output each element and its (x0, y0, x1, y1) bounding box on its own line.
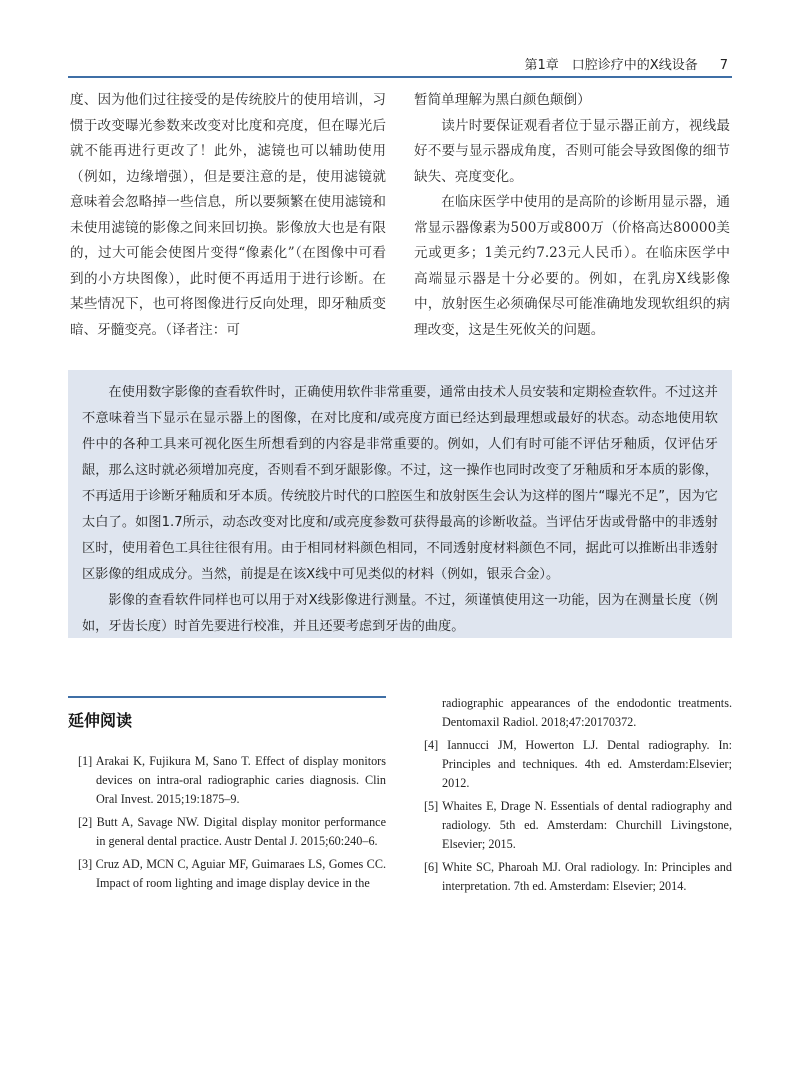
running-head (525, 54, 728, 73)
reference-list-left (78, 752, 386, 897)
reference-item-continued: radiographic appearances of the endodontic treatments. Dentomaxil Radiol. 2018;47:20170372. (442, 696, 732, 729)
callout-paragraph-software: 在使用数字影像的查看软件时，正确使用软件非常重要，通常由技术人员安装和定期检查软件。不过这并不意味着当下显示在显示器上的图像，在对比度和/或亮度方面已经达到最理想或最好的状态。动态地使用软件中的各种工具来可视化医生所想看到的内容是非常重要的。例如，人们有时可能不评估牙釉质，仅评估牙龈，那么这时就必须增加亮度，否则看不到牙龈影像。不过，这一操作也同时改变了牙釉质和牙本质的影像，不再适用于诊断牙釉质和牙本质。传统胶片时代的口腔医生和放射医生会认为这样的图片“曝光不足”，因为它太白了。如图1.7所示，动态改变对比度和/或亮度参数可获得最高的诊断收益。当评估牙齿或骨骼中的非透射区时，使用着色工具往往很有用。由于相同材料颜色相同，不同透射度材料颜色不同，据此可以推断出非透射区影像的组成成分。当然，前提是在该X线中可见类似的材料（例如，银汞合金）。 (82, 385, 718, 582)
page-header (68, 50, 732, 78)
left-column (70, 88, 386, 343)
reference-list-right (424, 694, 732, 900)
further-reading-title: 延伸阅读 (68, 696, 386, 731)
reference-item: [4] Iannucci JM, Howerton LJ. Dental radiography. In: Principles and techniques. 4th ed. Amsterdam:Elsevier; 2012. (424, 738, 732, 790)
reference-item: [3] Cruz AD, MCN C, Aguiar MF, Guimaraes LS, Gomes CC. Impact of room lighting and image display device in the (78, 857, 386, 890)
reference-item: [1] Arakai K, Fujikura M, Sano T. Effect of display monitors devices on intra-oral radiographic caries diagnosis. Clin Oral Invest. 2015;19:1875–9. (78, 754, 386, 806)
right-column (414, 88, 730, 343)
callout-paragraph-measurement: 影像的查看软件同样也可以用于对X线影像进行测量。不过，须谨慎使用这一功能，因为在测量长度（例如，牙齿长度）时首先要进行校准，并且还要考虑到牙齿的曲度。 (82, 593, 718, 634)
right-paragraph-continued: 暂简单理解为黑白颜色颠倒） (414, 92, 591, 108)
reference-item: [2] Butt A, Savage NW. Digital display monitor performance in general dental practice. Austr Dental J. 2015;60:240–6. (78, 815, 386, 848)
page-number: 7 (719, 58, 728, 73)
reference-item: [6] White SC, Pharoah MJ. Oral radiology. In: Principles and interpretation. 7th ed. Amsterdam: Elsevier; 2014. (424, 860, 732, 893)
reference-item: [5] Whaites E, Drage N. Essentials of dental radiography and radiology. 5th ed. Amsterdam: Churchill Livingstone, Elsevier; 2015. (424, 799, 732, 851)
left-paragraph: 度、因为他们过往接受的是传统胶片的使用培训，习惯于改变曝光参数来改变对比度和亮度，但在曝光后就不能再进行更改了！此外，滤镜也可以辅助使用（例如，边缘增强），但是要注意的是，使用滤镜就意味着会忽略掉一些信息，所以要频繁在使用滤镜和未使用滤镜的影像之间来回切换。影像放大也是有限的，过大可能会使图片变得“像素化”（在图像中可看到的小方块图像），此时便不再适用于进行诊断。在某些情况下，也可将图像进行反向处理，即牙釉质变暗、牙髓变亮。（译者注：可 (70, 92, 386, 338)
callout-box (68, 370, 732, 638)
right-paragraph-monitors: 在临床医学中使用的是高阶的诊断用显示器，通常显示器像素为500万或800万（价格高达80000美元或更多；1美元约7.23元人民币）。在临床医学中高端显示器是十分必要的。例如，在乳房X线影像中，放射医生必须确保尽可能准确地发现软组织的病理改变，这是生死攸关的问题。 (414, 194, 730, 338)
right-paragraph-viewing: 读片时要保证观看者位于显示器正前方，视线最好不要与显示器成角度，否则可能会导致图像的细节缺失、亮度变化。 (414, 117, 730, 185)
chapter-title: 第1章 口腔诊疗中的X线设备 (524, 58, 698, 73)
